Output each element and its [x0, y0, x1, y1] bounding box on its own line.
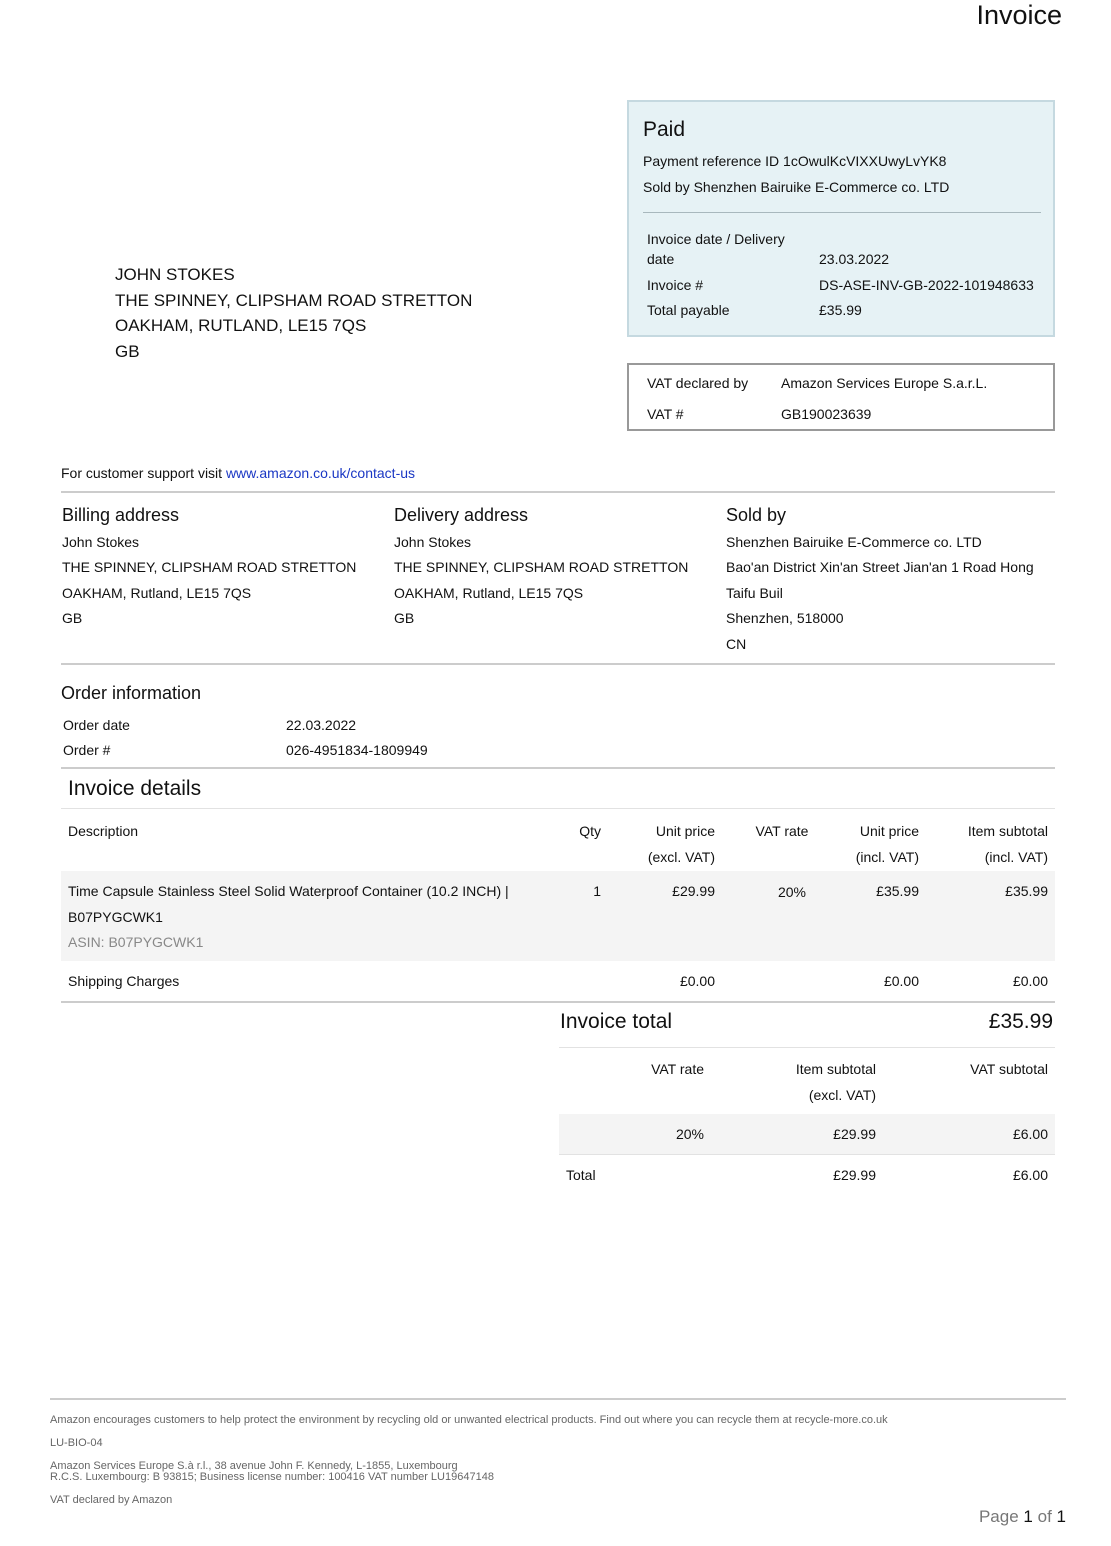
- order-date-label: Order date: [63, 717, 130, 733]
- totals-total-label: Total: [566, 1167, 596, 1183]
- totals-col-vat-rate: VAT rate: [651, 1061, 704, 1077]
- customer-address-line: GB: [115, 341, 140, 361]
- shipping-label: Shipping Charges: [68, 973, 180, 989]
- total-payable-label: Total payable: [647, 302, 730, 318]
- payment-reference: Payment reference ID 1cOwulKcVIXXUwyLvYK8: [643, 153, 947, 169]
- col-unit-incl: [820, 819, 919, 870]
- footer-company-address: Amazon Services Europe S.à r.l., 38 avenue John F. Kennedy, L-1855, Luxembourg: [50, 1460, 458, 1472]
- delivery-address-heading: Delivery address: [394, 505, 529, 525]
- shipping-unit-incl: £0.00: [883, 973, 919, 989]
- col-unit-incl-line: (incl. VAT): [855, 848, 919, 865]
- totals-total-vat-subtotal: £6.00: [1012, 1167, 1048, 1183]
- shipping-subtotal: £0.00: [1012, 973, 1048, 989]
- sold-by-heading: Sold by: [726, 505, 787, 525]
- col-item-subtotal-line: Item subtotal: [967, 823, 1048, 839]
- totals-col-item-subtotal: [740, 1057, 876, 1108]
- footer-vat-declared: VAT declared by Amazon: [50, 1494, 173, 1506]
- payment-summary-box: [627, 100, 1055, 337]
- seller-address-line: Shenzhen Bairuike E-Commerce co. LTD: [726, 534, 982, 550]
- invoice-number: DS-ASE-INV-GB-2022-101948633: [819, 277, 1034, 293]
- footer-recycle-note: Amazon encourages customers to help protect the environment by recycling old or unwanted electrical products. Find out where you can recycle them at recycle-more.co.uk: [50, 1414, 888, 1426]
- totals-total-item-subtotal: £29.99: [833, 1167, 876, 1183]
- footer-company-registration: R.C.S. Luxembourg: B 93815; Business license number: 100416 VAT number LU19647148: [50, 1471, 494, 1483]
- col-unit-incl-line: Unit price: [859, 823, 919, 839]
- page-label: Page: [978, 1507, 1019, 1526]
- invoice-title: Invoice: [976, 0, 1062, 30]
- shipping-unit-excl: £0.00: [679, 973, 715, 989]
- col-description: Description: [68, 823, 139, 839]
- invoice-number-label: Invoice #: [647, 277, 704, 293]
- invoice-details-heading: Invoice details: [68, 777, 202, 800]
- invoice-total-amount: £35.99: [988, 1010, 1053, 1033]
- seller-address-line: Taifu Buil: [726, 585, 783, 601]
- billing-address-line: OAKHAM, Rutland, LE15 7QS: [62, 585, 252, 601]
- customer-address-line: THE SPINNEY, CLIPSHAM ROAD STRETTON: [115, 290, 473, 310]
- billing-address-line: John Stokes: [62, 534, 140, 550]
- footer-divider: [50, 1398, 1066, 1400]
- item-description-line: Time Capsule Stainless Steel Solid Waterproof Container (10.2 INCH) |: [68, 883, 509, 899]
- col-unit-excl: [610, 819, 715, 870]
- item-description-line: B07PYGCWK1: [68, 908, 163, 925]
- col-unit-excl-line: Unit price: [655, 823, 715, 839]
- col-item-subtotal: [930, 819, 1048, 870]
- seller-address-line: Bao'an District Xin'an Street Jian'an 1 Road Hong: [726, 559, 1034, 575]
- divider: [559, 1154, 1055, 1155]
- divider: [61, 1001, 1055, 1003]
- payment-status: Paid: [643, 118, 686, 141]
- page-number: [979, 1507, 1066, 1527]
- col-item-subtotal-line: (incl. VAT): [984, 848, 1048, 865]
- totals-col-item-subtotal-line: (excl. VAT): [808, 1086, 876, 1103]
- vat-number-value: GB190023639: [781, 406, 872, 422]
- invoice-date: 23.03.2022: [819, 251, 890, 267]
- support-text: For customer support visit: [61, 465, 226, 481]
- item-vat-rate: 20%: [777, 884, 807, 900]
- delivery-address-line: THE SPINNEY, CLIPSHAM ROAD STRETTON: [394, 559, 689, 575]
- item-description: [68, 879, 509, 956]
- col-unit-excl-line: (excl. VAT): [647, 848, 715, 865]
- page-total: 1: [1056, 1507, 1066, 1526]
- delivery-address-line: OAKHAM, Rutland, LE15 7QS: [394, 585, 584, 601]
- divider: [61, 491, 1055, 493]
- totals-row-item-subtotal: £29.99: [833, 1126, 876, 1142]
- delivery-address-line: John Stokes: [394, 534, 472, 550]
- invoice-date-label-2: date: [647, 251, 675, 267]
- billing-address-line: GB: [62, 610, 83, 626]
- delivery-address-line: GB: [394, 610, 415, 626]
- vat-declared-value: Amazon Services Europe S.a.r.L.: [781, 375, 988, 391]
- item-subtotal: £35.99: [1005, 883, 1048, 899]
- totals-row-vat-subtotal: £6.00: [1012, 1126, 1048, 1142]
- order-information-heading: Order information: [61, 683, 202, 703]
- divider: [61, 808, 1055, 809]
- divider: [559, 1047, 1055, 1048]
- support-link[interactable]: www.amazon.co.uk/contact-us: [225, 465, 416, 481]
- item-asin: ASIN: B07PYGCWK1: [68, 934, 204, 950]
- customer-support-line: [61, 465, 415, 481]
- seller-address-line: Shenzhen, 518000: [726, 610, 844, 626]
- order-date: 22.03.2022: [286, 717, 357, 733]
- totals-col-vat-subtotal: VAT subtotal: [970, 1061, 1048, 1077]
- billing-address-heading: Billing address: [62, 505, 180, 525]
- divider: [643, 212, 1041, 213]
- col-vat-rate: VAT rate: [755, 823, 809, 839]
- order-number-label: Order #: [63, 742, 111, 758]
- vat-number-label: VAT #: [647, 406, 684, 422]
- billing-address-line: THE SPINNEY, CLIPSHAM ROAD STRETTON: [62, 559, 357, 575]
- invoice-date-label-1: Invoice date / Delivery: [647, 231, 785, 247]
- divider: [61, 663, 1055, 665]
- vat-declared-label: VAT declared by: [647, 375, 749, 391]
- order-number: 026-4951834-1809949: [286, 742, 428, 758]
- total-payable: £35.99: [819, 302, 862, 318]
- invoice-total-label: Invoice total: [560, 1010, 673, 1033]
- col-qty: Qty: [579, 823, 601, 839]
- item-unit-incl: £35.99: [876, 883, 919, 899]
- divider: [61, 767, 1055, 769]
- customer-address-line: OAKHAM, RUTLAND, LE15 7QS: [115, 316, 367, 335]
- totals-col-item-subtotal-line: Item subtotal: [795, 1061, 876, 1077]
- item-unit-excl: £29.99: [672, 883, 715, 899]
- footer-code: LU-BIO-04: [50, 1437, 103, 1449]
- page-current: 1: [1023, 1507, 1033, 1526]
- totals-row-vat-rate: 20%: [675, 1126, 704, 1142]
- item-qty: 1: [593, 883, 601, 899]
- vat-declaration-box: [627, 363, 1055, 431]
- customer-address: [115, 262, 472, 364]
- sold-by-line: Sold by Shenzhen Bairuike E-Commerce co. LTD: [643, 179, 950, 195]
- seller-address-line: CN: [726, 636, 747, 652]
- page-of: of: [1037, 1507, 1052, 1526]
- customer-address-line: JOHN STOKES: [115, 265, 235, 284]
